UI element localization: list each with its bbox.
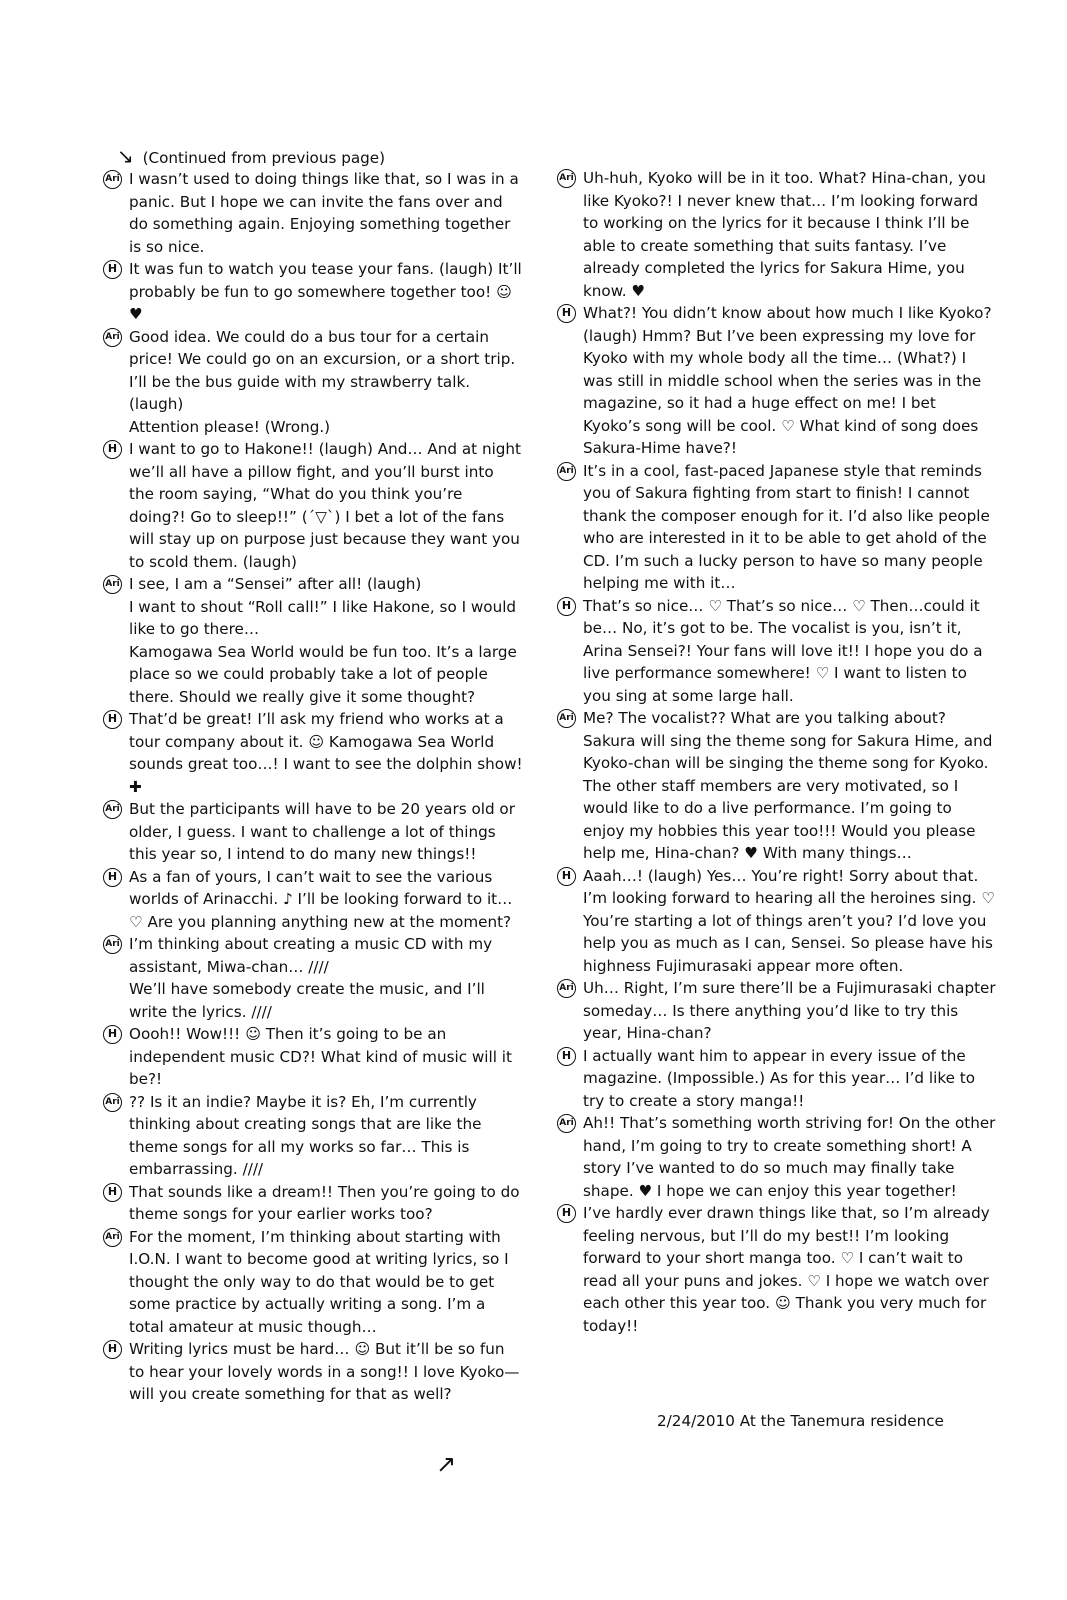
dialogue-entry: [103, 1091, 523, 1181]
dialogue-text: Aaah…! (laugh) Yes… You’re right! Sorry about that. I’m looking forward to hearing all the heroines sing. ♡ You’re starting a lot of things aren’t you? I’d love you help you as much as I can, Sensei. So please have his highness Fujimurasaki appear more often.: [583, 866, 995, 975]
interview-date: 2/24/2010 At the Tanemura residence: [657, 1412, 944, 1430]
next-page-arrow-icon: ↗: [436, 1450, 457, 1478]
dialogue-entry: [557, 595, 997, 708]
dialogue-entry: [103, 168, 523, 258]
down-arrow-icon: ↘: [117, 144, 134, 168]
dialogue-text: Ah!! That’s something worth striving for! On the other hand, I’m going to try to create something short! A story I’ve wanted to do so much may finally take shape. ♥ I hope we can enjoy this year together!: [583, 1114, 996, 1200]
dialogue-text: I see, I am a “Sensei” after all! (laugh) I want to shout “Roll call!” I like Hakone, so I would like to go there… Kamogawa Sea World would be fun too. It’s a large place so we could probably take a lot of people there. Should we really give it some thought?: [129, 575, 517, 706]
speaker-badge: H: [557, 867, 576, 886]
right-column: [557, 167, 997, 1337]
left-column: [103, 168, 523, 1406]
dialogue-entry: [103, 573, 523, 708]
speaker-badge: H: [557, 1047, 576, 1066]
dialogue-text: Uh… Right, I’m sure there’ll be a Fujimurasaki chapter someday… Is there anything you’d like to try this year, Hina-chan?: [583, 979, 996, 1042]
dialogue-entry: [103, 708, 523, 798]
dialogue-entry: [103, 326, 523, 439]
speaker-badge: Ari: [103, 328, 122, 347]
dialogue-text: I’m thinking about creating a music CD with my assistant, Miwa-chan… //// We’ll have somebody create the music, and I’ll write the lyrics. ////: [129, 935, 493, 1021]
speaker-badge: H: [103, 260, 122, 279]
dialogue-entry: [557, 707, 997, 865]
speaker-badge: H: [103, 1340, 122, 1359]
dialogue-entry: [103, 1023, 523, 1091]
speaker-badge: Ari: [103, 800, 122, 819]
dialogue-entry: [557, 302, 997, 460]
speaker-badge: H: [103, 440, 122, 459]
speaker-badge: Ari: [557, 169, 576, 188]
dialogue-text: Good idea. We could do a bus tour for a certain price! We could go on an excursion, or a short trip. I’ll be the bus guide with my strawberry talk. (laugh) Attention please! (Wrong.): [129, 327, 516, 436]
speaker-badge: H: [103, 868, 122, 887]
dialogue-text: It’s in a cool, fast-paced Japanese style that reminds you of Sakura fighting from start to finish! I cannot thank the composer enough for it. I’d also like people who are interested in it to be able to get ahold of the CD. I’m such a lucky person to have so many people helping me with it…: [583, 461, 990, 592]
dialogue-text: That sounds like a dream!! Then you’re going to do theme songs for your earlier works too?: [129, 1182, 520, 1223]
dialogue-entry: [557, 977, 997, 1045]
continued-note: [117, 144, 385, 168]
speaker-badge: Ari: [103, 1093, 122, 1112]
dialogue-entry: [103, 798, 523, 866]
dialogue-text: That’s so nice… ♡ That’s so nice… ♡ Then…could it be… No, it’s got to be. The vocalist is you, isn’t it, Arina Sensei?! Your fans will love it!! I hope you do a live performance somewhere! ♡ I want to listen to you sing at some large hall.: [583, 596, 983, 705]
dialogue-entry: [103, 438, 523, 573]
dialogue-text: I’ve hardly ever drawn things like that, so I’m already feeling nervous, but I’ll do my best!! I’m looking forward to your short manga too. ♡ I can’t wait to read all your puns and jokes. ♡ I hope we watch over each other this year too. ☺ Thank you very much for today!!: [583, 1204, 990, 1335]
speaker-badge: Ari: [557, 979, 576, 998]
dialogue-entry: [557, 1045, 997, 1113]
speaker-badge: Ari: [557, 709, 576, 728]
dialogue-text: But the participants will have to be 20 years old or older, I guess. I want to challenge a lot of things this year so, I intend to do many new things!!: [129, 800, 515, 863]
dialogue-entry: [103, 1181, 523, 1226]
speaker-badge: Ari: [103, 575, 122, 594]
dialogue-entry: [103, 933, 523, 1023]
speaker-badge: H: [103, 710, 122, 729]
speaker-badge: H: [557, 597, 576, 616]
dialogue-entry: [557, 460, 997, 595]
dialogue-text: I want to go to Hakone!! (laugh) And… And at night we’ll all have a pillow fight, and you’ll burst into the room saying, “What do you think you’re doing?! Go to sleep!!” (´▽`) I bet a lot of the fans will stay up on purpose just because they want you to scold them. (laugh): [129, 440, 522, 571]
speaker-badge: H: [103, 1183, 122, 1202]
dialogue-text: Oooh!! Wow!!! ☺ Then it’s going to be an independent music CD?! What kind of music will it be?!: [129, 1025, 512, 1088]
dialogue-text: Writing lyrics must be hard… ☺ But it’ll be so fun to hear your lovely words in a song!! I love Kyoko—will you create something for that as well?: [129, 1340, 520, 1403]
dialogue-entry: [557, 167, 997, 302]
dialogue-entry: [103, 1226, 523, 1339]
speaker-badge: Ari: [103, 1228, 122, 1247]
dialogue-text: I wasn’t used to doing things like that, so I was in a panic. But I hope we can invite the fans over and do something again. Enjoying something together is so nice.: [129, 170, 519, 256]
speaker-badge: H: [103, 1025, 122, 1044]
dialogue-entry: [557, 1202, 997, 1337]
continued-label: (Continued from previous page): [142, 149, 386, 167]
dialogue-entry: [103, 1338, 523, 1406]
dialogue-text: It was fun to watch you tease your fans. (laugh) It’ll probably be fun to go somewhere together too! ☺♥: [129, 260, 522, 323]
dialogue-text: Uh-huh, Kyoko will be in it too. What? Hina-chan, you like Kyoko?! I never knew that… I’m looking forward to working on the lyrics for it because I think I’ll be able to create something that suits fantasy. I’ve already completed the lyrics for Sakura Hime, you know. ♥: [583, 169, 986, 300]
dialogue-entry: [103, 258, 523, 326]
dialogue-entry: [557, 865, 997, 978]
speaker-badge: Ari: [557, 462, 576, 481]
dialogue-text: ?? Is it an indie? Maybe it is? Eh, I’m currently thinking about creating songs that are like the theme songs for all my works so far… This is embarrassing. ////: [129, 1092, 482, 1178]
dialogue-text: As a fan of yours, I can’t wait to see the various worlds of Arinacchi. ♪ I’ll be looking forward to it… ♡ Are you planning anything new at the moment?: [129, 867, 513, 931]
dialogue-text: That’d be great! I’ll ask my friend who works at a tour company about it. ☺ Kamogawa Sea World sounds great too…! I want to see the dolphin show! ✚: [129, 710, 523, 796]
dialogue-entry: [103, 866, 523, 934]
dialogue-entry: [557, 1112, 997, 1202]
dialogue-text: Me? The vocalist?? What are you talking about? Sakura will sing the theme song for Sakura Hime, and Kyoko-chan will be singing the theme song for Kyoko. The other staff members are very motivated, so I would like to do a live performance. I’m going to enjoy my hobbies this year too!!! Would you please help me, Hina-chan? ♥ With many things…: [583, 709, 993, 862]
dialogue-text: What?! You didn’t know about how much I like Kyoko? (laugh) Hmm? But I’ve been expressing my love for Kyoko with my whole body all the time… (What?) I was still in middle school when the series was in the magazine, so it had a huge effect on me! I bet Kyoko’s song will be cool. ♡ What kind of song does Sakura-Hime have?!: [583, 304, 992, 457]
speaker-badge: H: [557, 1204, 576, 1223]
dialogue-text: For the moment, I’m thinking about starting with I.O.N. I want to become good at writing lyrics, so I thought the only way to do that would be to get some practice by actually writing a song. I’m a total amateur at music though…: [129, 1227, 509, 1336]
speaker-badge: H: [557, 304, 576, 323]
speaker-badge: Ari: [103, 170, 122, 189]
dialogue-text: I actually want him to appear in every issue of the magazine. (Impossible.) As for this year… I’d like to try to create a story manga!!: [583, 1046, 975, 1110]
speaker-badge: Ari: [557, 1114, 576, 1133]
speaker-badge: Ari: [103, 935, 122, 954]
